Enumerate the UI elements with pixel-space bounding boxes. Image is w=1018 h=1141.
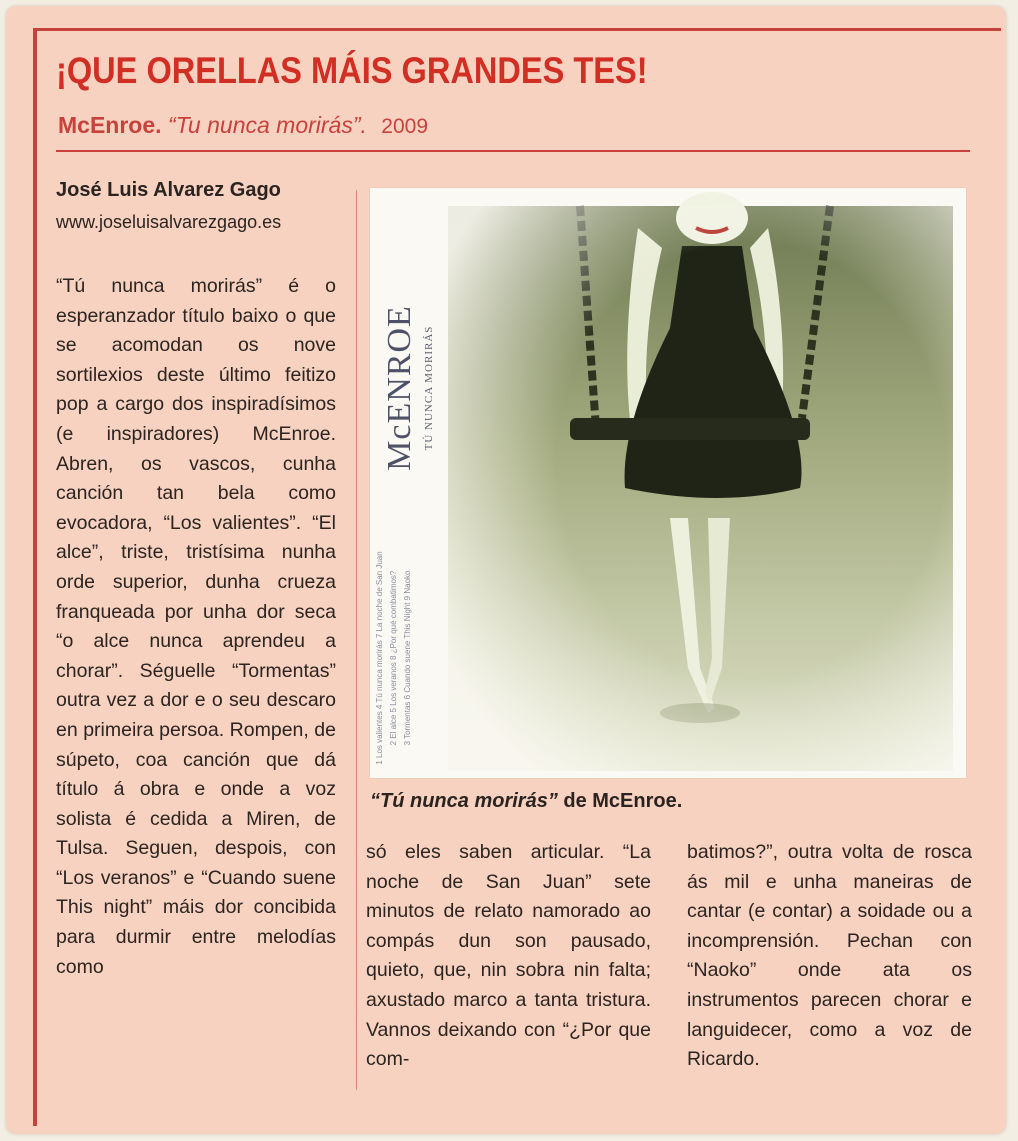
header-rule: [56, 150, 970, 152]
column-divider: [356, 190, 357, 1090]
cover-band-name: McENROE: [381, 305, 418, 471]
album-cover-photo: [370, 188, 966, 778]
frame-border-left: [33, 28, 37, 1126]
author-website: www.joseluisalvarezgago.es: [56, 212, 282, 232]
headline: ¡QUE ORELLAS MÁIS GRANDES TES!: [56, 50, 648, 91]
caption-album-title: “Tú nunca morirás”: [370, 790, 558, 812]
subheading-album: “Tu nunca morirás”.: [167, 112, 367, 138]
author-name: José Luis Alvarez Gago: [56, 179, 281, 201]
subheading-artist: McEnroe.: [58, 112, 162, 138]
photo-caption: [370, 790, 682, 813]
cover-tracklist-line-1: 1 Los valientes 4 Tú nunca morirás 7 La noche de San Juan: [375, 551, 384, 765]
caption-artist: de McEnroe.: [557, 790, 683, 812]
cover-vignette: [448, 206, 953, 771]
cover-tracklist-line-3: 3 Tormentas 6 Cuando suene This Night 9 Naoko: [403, 570, 412, 746]
cover-album-title: TÚ NUNCA MORIRÁS: [423, 325, 435, 451]
article-column-2: só eles saben articular. “La noche de San Juan” sete minutos de relato namorado ao compás dun son pausado, quieto, que, nin sobra nin falta; axustado marco a tanta tristura. Vannos deixando con “¿Por que com-: [366, 841, 651, 1071]
subheading: [58, 112, 428, 139]
cover-tracklist-line-2: 2 El alce 5 Los veranos 8 ¿Por qué combatimos?: [389, 570, 398, 746]
article-column-1: “Tú nunca morirás” é o esperanzador título baixo o que se acomodan os nove sortilexios deste último feitizo pop a cargo dos inspiradísimos (e inspiradores) McEnroe. Abren, os vascos, cunha canción tan bela como evocadora, “Los valientes”. “El alce”, triste, tristísima nunha orde superior, dunha crueza franqueada por unha dor seca “o alce nunca aprendeu a chorar”. Séguelle “Tormentas” outra vez a dor e o seu descaro en primeira persoa. Rompen, de súpeto, coa canción que dá título á obra e onde a voz solista é cedida a Miren, de Tulsa. Seguen, despois, con “Los veranos” e “Cuando suene This night” máis dor concibida para durmir entre melodías como: [56, 275, 336, 978]
frame-border-top: [33, 28, 1001, 31]
article-column-3: batimos?”, outra volta de rosca ás mil e unha maneiras de cantar (e contar) a soidade ou a incomprensión. Pechan con “Naoko” onde ata os instrumentos parecen chorar e languidecer, como a voz de Ricardo.: [687, 841, 972, 1071]
subheading-year: 2009: [381, 115, 428, 138]
